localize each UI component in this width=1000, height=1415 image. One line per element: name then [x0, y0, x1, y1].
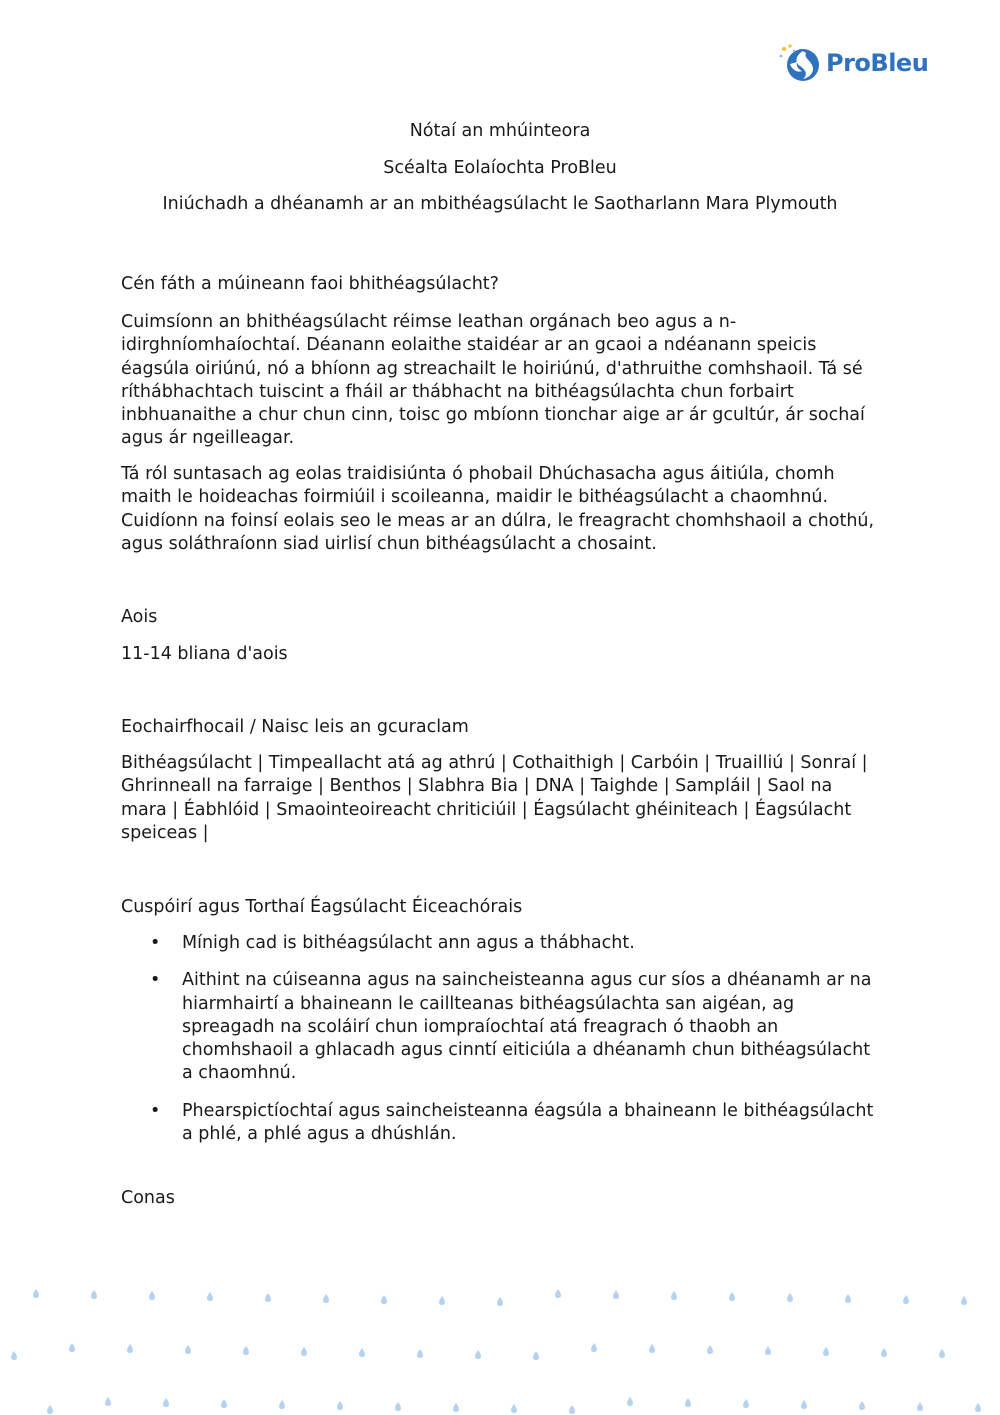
droplet-icon	[47, 1405, 53, 1414]
droplet-icon	[859, 1401, 865, 1410]
droplet-icon	[337, 1401, 343, 1410]
droplet-icon	[975, 1403, 981, 1412]
list-item	[121, 932, 881, 955]
droplet-icon	[395, 1402, 401, 1411]
droplet-icon	[381, 1295, 387, 1304]
droplet-icon	[33, 1289, 39, 1298]
droplet-icon	[707, 1345, 713, 1354]
why-heading: Cén fáth a múineann faoi bhithéagsúlacht?	[121, 274, 499, 294]
droplet-icon	[787, 1293, 793, 1302]
probleu-logo	[778, 42, 928, 84]
droplet-icon	[533, 1351, 539, 1360]
droplet-icon	[555, 1289, 561, 1298]
droplet-icon	[279, 1400, 285, 1409]
droplet-icon	[649, 1344, 655, 1353]
droplet-icon	[439, 1296, 445, 1305]
probleu-wordmark: ProBleu	[826, 49, 929, 77]
bullet-icon: •	[150, 970, 161, 991]
droplet-icon	[591, 1343, 597, 1352]
droplet-icon	[743, 1399, 749, 1408]
droplet-icon	[323, 1294, 329, 1303]
droplet-icon	[185, 1345, 191, 1354]
droplet-icon	[475, 1350, 481, 1359]
droplet-icon	[613, 1290, 619, 1299]
why-paragraph-1: Cuimsíonn an bhithéagsúlacht réimse leathan orgánach beo agus a n-idirghníomhaíochtaí. Déanann eolaithe staidéar ar an gcaoi a ndéanann speicis éagsúla oiriúnú, nó a bhíonn ag streachailt le hoiriúnú, d'athruithe comhshaoil. Tá sé ríthábhachtach tuiscint a fháil ar thábhacht na bithéagsúlachta chun forbairt inbhuanaithe a chur chun cinn, toisc go mbíonn tionchar aige ar ár gcultúr, ár sochaí agus ár ngeilleagar.	[121, 312, 865, 449]
list-item-text: Phearspictíochtaí agus saincheisteanna éagsúla a bhaineann le bithéagsúlacht a phlé, a phlé agus a dhúshlán.	[182, 1100, 874, 1145]
droplet-icon	[881, 1348, 887, 1357]
droplet-icon	[685, 1398, 691, 1407]
document-subtitle: Scéalta Eolaíochta ProBleu	[383, 158, 617, 178]
droplet-icon	[265, 1293, 271, 1302]
droplet-icon	[301, 1347, 307, 1356]
list-item	[121, 969, 881, 1085]
how-heading: Conas	[121, 1188, 175, 1208]
bullet-icon: •	[150, 1100, 161, 1121]
droplet-icon	[91, 1290, 97, 1299]
droplet-icon	[69, 1343, 75, 1352]
objectives-list	[121, 932, 881, 1146]
droplet-icon	[823, 1347, 829, 1356]
droplet-icon	[105, 1397, 111, 1406]
droplet-icon	[11, 1351, 17, 1360]
droplet-icon	[917, 1402, 923, 1411]
droplet-icon	[671, 1291, 677, 1300]
bullet-icon: •	[150, 933, 161, 953]
droplet-icon	[765, 1346, 771, 1355]
droplet-pattern	[0, 1280, 1000, 1415]
droplet-icon	[221, 1399, 227, 1408]
why-paragraph-2: Tá ról suntasach ag eolas traidisiúnta ó phobail Dhúchasacha agus áitiúla, chomh maith le hoideachas foirmiúil i scoileanna, maidir le bithéagsúlacht a chaomhnú. Cuidíonn na foinsí eolais seo le meas ar an dúlra, le freagracht chomhshaoil a chothú, agus soláthraíonn siad uirlisí chun bithéagsúlacht a chosaint.	[121, 464, 875, 554]
document-topic: Iniúchadh a dhéanamh ar an mbithéagsúlacht le Saotharlann Mara Plymouth	[162, 194, 838, 214]
document-title: Nótaí an mhúinteora	[409, 121, 591, 141]
list-item-text: Aithint na cúiseanna agus na saincheisteanna agus cur síos a dhéanamh ar na hiarmhairtí a bhaineann le caillteanas bithéagsúlachta san aigéan, ag spreagadh na scoláirí chun iompraíochtaí atá freagrach ó thaobh an chomhshaoil a ghlacadh agus cinntí eiticiúla a dhéanamh chun bithéagsúlacht a chaomhnú.	[182, 970, 872, 1084]
droplet-icon	[497, 1297, 503, 1306]
keywords-text: Bithéagsúlacht | Timpeallacht atá ag athrú | Cothaithigh | Carbóin | Truailliú | Sonraí | Ghrinneall na farraige | Benthos | Slabhra Bia | DNA | Taighde | Sampláil | Saol na mara | Éabhlóid | Smaointeoireacht chriticiúil | Éagsúlacht ghéiniteach | Éagsúlacht speiceas |	[121, 753, 868, 843]
droplet-icon	[243, 1346, 249, 1355]
probleu-emblem-icon	[778, 42, 822, 84]
droplet-icon	[939, 1349, 945, 1358]
droplet-icon	[417, 1349, 423, 1358]
droplet-icon	[845, 1294, 851, 1303]
droplet-icon	[163, 1398, 169, 1407]
droplet-icon	[961, 1296, 967, 1305]
droplet-icon	[149, 1291, 155, 1300]
age-value: 11-14 bliana d'aois	[121, 644, 288, 664]
list-item	[121, 1100, 881, 1147]
droplet-icon	[207, 1292, 213, 1301]
keywords-heading: Eochairfhocail / Naisc leis an gcuraclam	[121, 717, 469, 737]
droplet-icon	[453, 1403, 459, 1412]
age-heading: Aois	[121, 607, 158, 627]
list-item-text: Mínigh cad is bithéagsúlacht ann agus a thábhacht.	[182, 933, 635, 953]
droplet-icon	[127, 1344, 133, 1353]
objectives-heading: Cuspóirí agus Torthaí Éagsúlacht Éiceachórais	[121, 897, 523, 917]
droplet-icon	[569, 1405, 575, 1414]
droplet-icon	[801, 1400, 807, 1409]
droplet-icon	[511, 1404, 517, 1413]
droplet-icon	[359, 1348, 365, 1357]
droplet-icon	[903, 1295, 909, 1304]
droplet-icon	[627, 1397, 633, 1406]
droplet-icon	[729, 1292, 735, 1301]
